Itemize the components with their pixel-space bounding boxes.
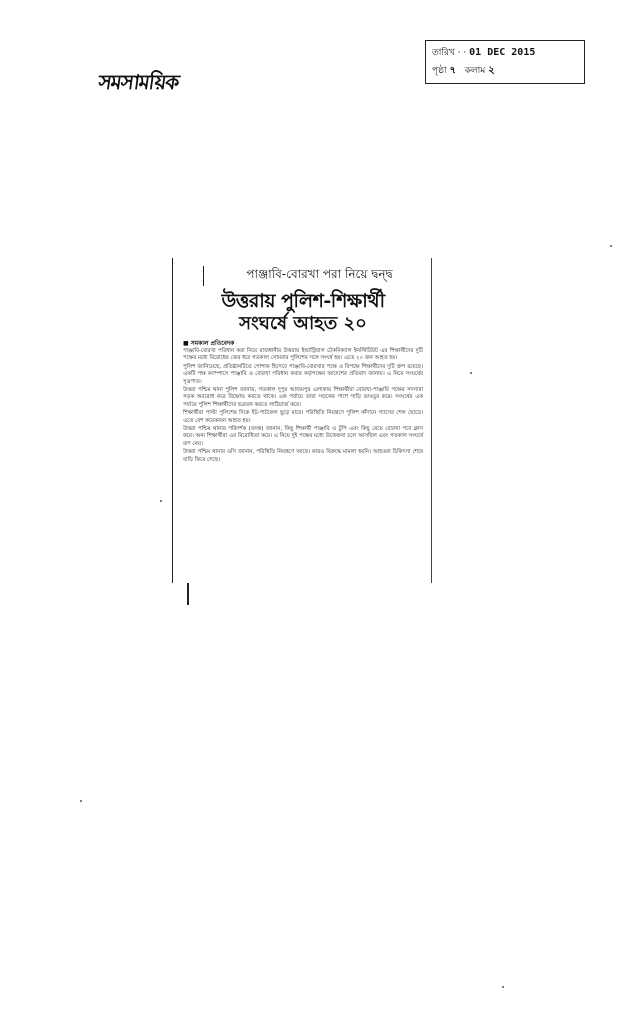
article-subhead: সংঘর্ষে আহত ২০ — [239, 313, 367, 334]
stamp-date-value: 01 DEC 2015 — [469, 47, 536, 58]
newspaper-masthead: সমসাময়িক — [96, 70, 181, 94]
scan-speck — [80, 800, 82, 802]
article-paragraph: পুলিশ জানিয়েছে, প্রতিষ্ঠানটিতে পোশাক হিসেবে পাঞ্জাবি-বোরখার পক্ষে ও বিপক্ষে শিক্ষার্থীদের দুটি গ্রুপ রয়েছে। একটি পক্ষ ক্যাম্পাসে পাঞ্জাবি ও বোরখা পরিধান করার কর্তৃপক্ষের আদেশের প্রতিবাদ জানায়। এ নিয়ে সংঘর্ষের সূত্রপাত। — [183, 363, 423, 385]
stamp-date-label: তারিখ — [432, 48, 455, 58]
stamp-page-row — [432, 62, 578, 80]
article-paragraph: উত্তরা পশ্চিম থানার ওসি জানান, পরিস্থিতি নিয়ন্ত্রণে আছে। কারও বিরুদ্ধে মামলা হয়নি। আহতরা চিকিৎসা শেষে বাড়ি ফিরে গেছে। — [183, 449, 423, 463]
article-paragraph: পাঞ্জাবি-বোরখা পরিধান করা নিয়ে রাজধানীর উত্তরায় ইন্ডাস্ট্রিয়াল টেকনিক্যাল ইনস্টিটিউট এর শিক্ষার্থীদের দুটি পক্ষের মধ্যে বিরোধের জের ধরে গতকাল সোমবার পুলিশের সঙ্গে সংঘর্ষ হয়। এতে ২০ জন আহত হয়। — [183, 348, 423, 362]
article-paragraph: উত্তরা পশ্চিম থানা পুলিশ জানায়, গতকাল দুপুর আজমপুর এলাকায় শিক্ষার্থীরা বোরখা-পাঞ্জাবি পক্ষের সদস্যরা সড়ক অবরোধ করে বিক্ষোভ করতে থাকে। এক পর্যায়ে তারা সড়কের পাশে গাড়ি ভাঙচুর করে। সংঘর্ষের এক পর্যায়ে পুলিশ শিক্ষার্থীদের ছত্রভঙ্গ করতে লাঠিচার্জ করে। — [183, 387, 423, 408]
article-paragraph: শিক্ষার্থীরা পাল্টা পুলিশের দিকে ইট-পাটকেল ছুড়ে মারে। পরিস্থিতি নিয়ন্ত্রণে পুলিশ কাঁদানে গ্যাসের শেল ছোড়ে। এতে বেশ কয়েকজন আহত হয়। — [183, 410, 423, 424]
scan-speck — [160, 500, 162, 502]
article-paragraph: উত্তরা পশ্চিম থানার পরিদর্শক (তদন্ত) জানান, কিছু শিক্ষার্থী পাঞ্জাবি ও টুপি এবং কিছু মেয়ে বোরখা পরে ক্লাস করে। অন্য শিক্ষার্থীরা এর বিরোধিতা করে। এ নিয়ে দুই পক্ষের মধ্যে উত্তেজনা চলে আসছিল এবং গতকাল সংঘর্ষে রূপ নেয়। — [183, 426, 423, 447]
stamp-date-row: তারিখ · · 01 DEC 2015 — [432, 47, 536, 58]
article-body — [183, 348, 423, 464]
stamp-page-value: ৭ — [449, 65, 456, 76]
scan-speck — [610, 245, 612, 247]
stamp-column-value: ২ — [488, 65, 495, 76]
scan-speck — [502, 986, 504, 988]
scan-speck — [470, 372, 472, 374]
stamp-page-label: পৃষ্ঠা — [432, 66, 447, 76]
article-byline: ■ সমকাল প্রতিবেদক — [183, 340, 235, 347]
archive-stamp — [425, 40, 585, 84]
article-kicker: পাঞ্জাবি-বোরখা পরা নিয়ে দ্বন্দ্ব — [203, 266, 423, 286]
newspaper-clipping — [172, 258, 432, 583]
article-headline: উত্তরায় পুলিশ-শিক্ষার্থী — [221, 290, 385, 312]
clipping-margin-mark — [187, 583, 189, 605]
stamp-column-label: কলাম — [464, 66, 486, 76]
